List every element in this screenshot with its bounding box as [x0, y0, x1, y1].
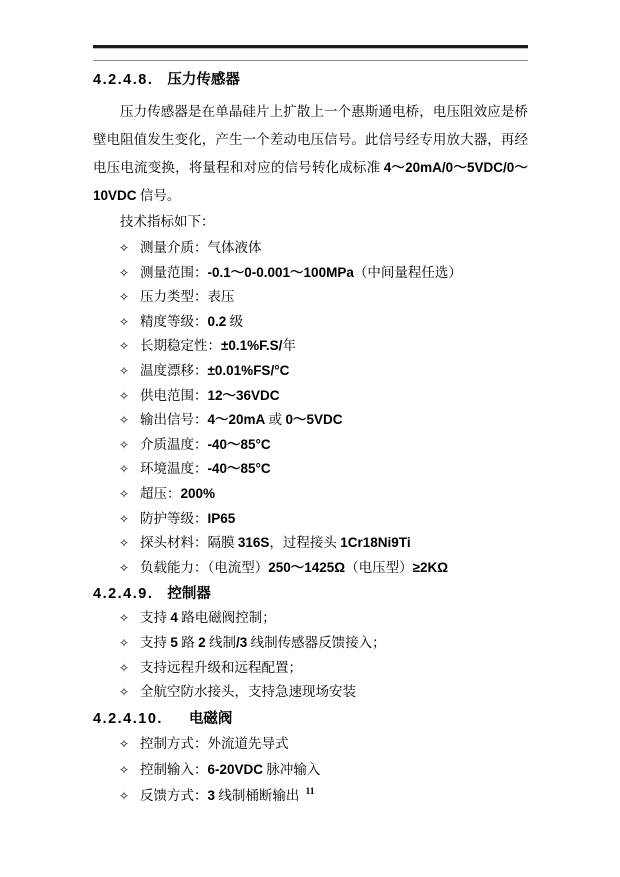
diamond-bullet-icon: ✧	[119, 486, 130, 501]
diamond-bullet-icon: ✧	[119, 560, 130, 575]
header-rule-thick	[93, 45, 528, 49]
spec-bullet-list	[93, 236, 528, 580]
list-intro: 技术指标如下：	[120, 214, 215, 229]
list-item-text: 控制方式：外流道先导式	[140, 735, 289, 751]
list-item-text: 控制输入：6-20VDC 脉冲输入	[140, 761, 321, 777]
section-heading	[93, 584, 528, 604]
list-item	[93, 334, 528, 359]
diamond-bullet-icon: ✧	[119, 736, 130, 751]
diamond-bullet-icon: ✧	[119, 363, 130, 378]
header-rule-thin	[93, 60, 528, 61]
diamond-bullet-icon: ✧	[119, 685, 130, 700]
diamond-bullet-icon: ✧	[119, 413, 130, 428]
list-item	[93, 285, 528, 310]
diamond-bullet-icon: ✧	[119, 762, 130, 777]
list-item	[93, 359, 528, 384]
section-number: 4.2.4.8.	[93, 72, 154, 88]
list-item	[93, 556, 528, 581]
section-4-2-4-8	[93, 70, 528, 580]
list-item	[93, 531, 528, 556]
list-item-text: 负载能力：（电流型）250～1425Ω（电压型）≥2KΩ	[140, 559, 449, 575]
diamond-bullet-icon: ✧	[119, 511, 130, 526]
section-paragraph: 压力传感器是在单晶硅片上扩散上一个惠斯通电桥，电压阻效应是桥壁电阻值发生变化，产生一个差动电压信号。此信号经专用放大器，再经电压电流变换，将量程和对应的信号转化成标准 4～20mA/0～5VDC/0～10VDC 信号。	[93, 104, 528, 203]
list-item-text: 环境温度：-40～85°C	[140, 461, 271, 477]
list-item-text: 压力类型：表压	[140, 289, 235, 305]
list-item	[93, 408, 528, 433]
list-item-text: 支持远程升级和远程配置；	[140, 659, 302, 675]
section-4-2-4-9	[93, 584, 528, 704]
list-item-text: 长期稳定性：±0.1%F.S/年	[140, 338, 296, 354]
section-heading	[93, 709, 528, 729]
section-heading	[93, 70, 528, 90]
diamond-bullet-icon: ✧	[119, 437, 130, 452]
diamond-bullet-icon: ✧	[119, 788, 130, 803]
list-item	[93, 433, 528, 458]
list-item	[93, 482, 528, 507]
list-item	[93, 656, 528, 681]
list-item-text: 反馈方式：3 线制桶断输出	[140, 787, 300, 803]
document-sections	[93, 66, 528, 809]
list-item-text: 全航空防水接头，支持急速现场安装	[140, 684, 356, 700]
section-number: 4.2.4.10.	[93, 710, 163, 727]
diamond-bullet-icon: ✧	[119, 290, 130, 305]
list-item	[93, 236, 528, 261]
list-item-text: 测量范围：-0.1～0-0.001～100MPa（中间量程任选）	[140, 264, 462, 280]
diamond-bullet-icon: ✧	[119, 635, 130, 650]
section-title: 压力传感器	[167, 72, 240, 88]
section-title: 控制器	[167, 586, 211, 603]
list-item	[93, 310, 528, 335]
list-item-text: 介质温度：-40～85°C	[140, 436, 271, 452]
page-number: 11	[305, 787, 315, 797]
diamond-bullet-icon: ✧	[119, 339, 130, 354]
list-item	[93, 384, 528, 409]
list-item	[93, 507, 528, 532]
list-item-text: 超压：200%	[140, 485, 216, 501]
list-item-text: 输出信号：4～20mA 或 0～5VDC	[140, 412, 343, 428]
diamond-bullet-icon: ✧	[119, 462, 130, 477]
list-item	[93, 631, 528, 656]
diamond-bullet-icon: ✧	[119, 314, 130, 329]
list-item	[93, 457, 528, 482]
list-item	[93, 261, 528, 286]
list-item-text: 支持 4 路电磁阀控制；	[140, 610, 276, 626]
list-item-text: 防护等级：IP65	[140, 510, 236, 526]
diamond-bullet-icon: ✧	[119, 388, 130, 403]
spec-bullet-list	[93, 606, 528, 704]
diamond-bullet-icon: ✧	[119, 241, 130, 255]
section-title: 电磁阀	[188, 710, 233, 727]
section-number: 4.2.4.9.	[93, 586, 154, 603]
diamond-bullet-icon: ✧	[119, 660, 130, 675]
list-item-text: 测量介质：气体液体	[140, 240, 262, 255]
list-item	[93, 757, 528, 783]
list-item	[93, 680, 528, 705]
list-item-text: 精度等级：0.2 级	[140, 313, 244, 329]
list-item-text: 探头材料：隔膜 316S，过程接头 1Cr18Ni9Ti	[140, 535, 411, 551]
diamond-bullet-icon: ✧	[119, 536, 130, 551]
diamond-bullet-icon: ✧	[119, 265, 130, 280]
list-item	[93, 606, 528, 631]
list-item-text: 供电范围：12～36VDC	[140, 387, 280, 403]
diamond-bullet-icon: ✧	[119, 611, 130, 626]
list-item-text: 支持 5 路 2 线制/3 线制传感器反馈接入；	[140, 634, 386, 650]
list-item-text: 温度漂移：±0.01%FS/°C	[140, 362, 290, 378]
list-item	[93, 731, 528, 757]
